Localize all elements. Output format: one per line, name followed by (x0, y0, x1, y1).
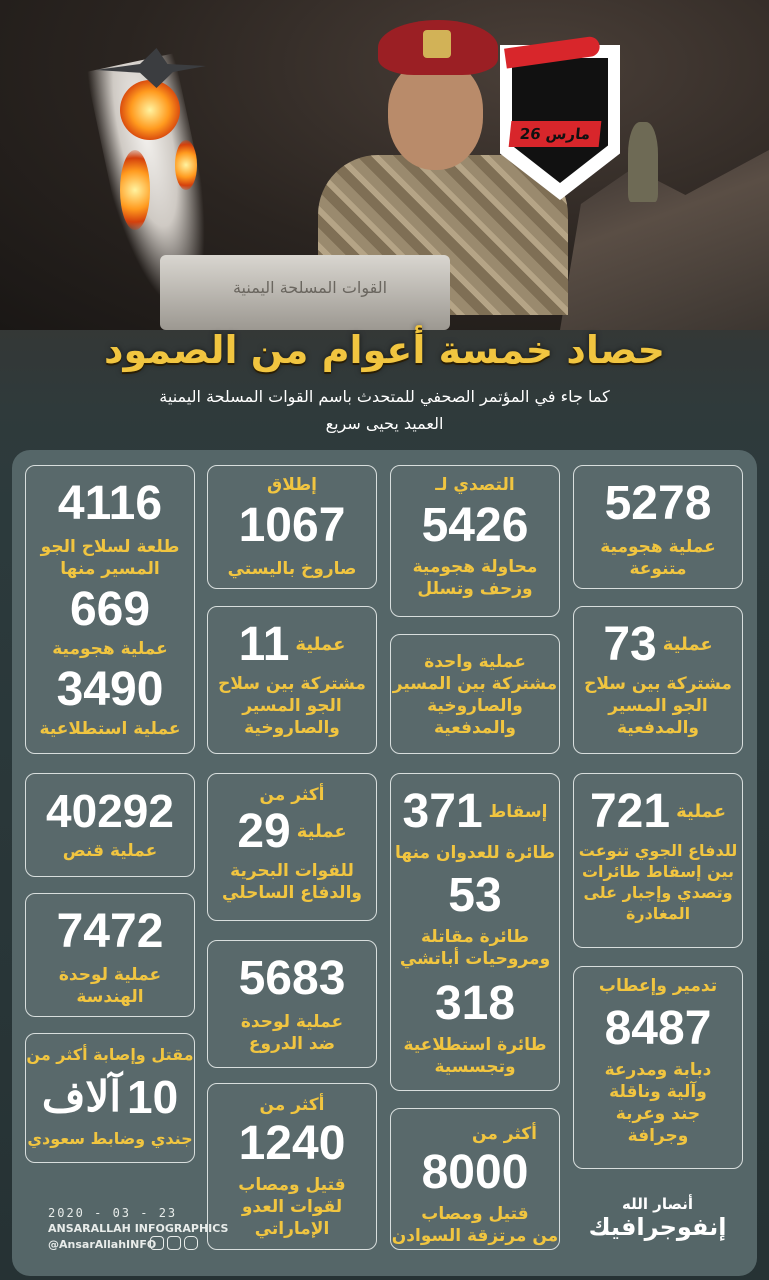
stat-label: الجو المسير (608, 696, 708, 716)
stat-top: مقتل وإصابة أكثر من (26, 1045, 194, 1064)
stat-row (208, 805, 376, 858)
stat-label: والمدفعية (434, 718, 516, 738)
stat-row (574, 785, 742, 838)
stat-card-sorties (25, 465, 195, 754)
stat-card-engineering (25, 893, 195, 1017)
stat-label: عملية هجومية متنوعة (600, 537, 716, 579)
fire-icon (120, 150, 150, 230)
stat-label: مشتركة بين المسير (392, 674, 558, 694)
stat-number: 318 (434, 977, 516, 1030)
stat-card-sudan (390, 1108, 560, 1250)
brand-logo-main: إنفوجرافيك (588, 1213, 727, 1241)
stat-label: والصاروخية (244, 718, 340, 738)
telegram-icon[interactable] (150, 1236, 164, 1250)
stat-label: طائرة للعدوان منها (395, 843, 555, 863)
stat-card-naval (207, 773, 377, 921)
stat-top: إطلاق (267, 475, 317, 495)
stat-card-air-defense (573, 773, 743, 948)
page-title: حصاد خمسة أعوام من الصمود (103, 328, 666, 372)
stat-label: للقوات البحرية (230, 861, 354, 881)
stat-word: عملية (662, 634, 713, 655)
stat-row (391, 785, 559, 838)
stat-label: الهندسة (76, 987, 144, 1007)
stat-number: 8000 (421, 1146, 529, 1199)
brand-logo-top: أنصار الله (621, 1195, 694, 1213)
face (388, 60, 483, 170)
stat-label: والمدفعية (617, 718, 699, 738)
stat-number: 1067 (238, 499, 346, 552)
stat-number: 669 (69, 583, 151, 636)
stat-number: 3490 (56, 663, 164, 716)
stat-number: 371 (402, 785, 483, 838)
stat-card-ballistic (207, 465, 377, 589)
stat-row (208, 618, 376, 671)
footer-brand: ANSARALLAH INFOGRAPHICS (48, 1222, 229, 1235)
stat-number: 40292 (46, 785, 174, 837)
stat-label: وتجسسية (434, 1057, 516, 1077)
stat-number: 7472 (56, 905, 164, 958)
stat-card-tanks (573, 966, 743, 1169)
stat-label: وتصدي وإجبار على (583, 883, 733, 902)
page-subtitle (0, 383, 769, 437)
footer-date: 2020 - 03 - 23 (48, 1206, 178, 1220)
stat-top: أكثر من (259, 785, 325, 805)
stat-label: وجرافة (627, 1126, 689, 1146)
stat-card-joint-11 (207, 606, 377, 754)
stat-number: 73 (603, 618, 657, 671)
fire-icon (175, 140, 197, 190)
stat-label: المسير منها (60, 559, 160, 579)
stat-label: ومروحيات أباتشي (399, 949, 551, 969)
stat-number: 1240 (238, 1117, 346, 1170)
stat-label: مشتركة بين سلاح (218, 674, 366, 694)
stat-label: عملية قنص (62, 841, 158, 861)
stat-label: والدفاع الساحلي (222, 883, 362, 903)
stat-number: 8487 (604, 1002, 712, 1055)
anniversary-date: 26 مارس (509, 121, 602, 147)
beret-badge-icon (423, 30, 451, 58)
stat-number: 29 (237, 805, 291, 858)
stat-card-attacks (573, 465, 743, 589)
stat-card-joint-one (390, 634, 560, 754)
stat-number: 721 (589, 785, 671, 838)
stat-label: قتيل ومصاب (238, 1175, 346, 1195)
stat-label: من مرتزقة السوادن (391, 1226, 559, 1246)
stat-label: قتيل ومصاب (421, 1204, 529, 1224)
stat-row (26, 1071, 194, 1123)
stat-label: المغادرة (625, 904, 691, 923)
stat-label: الإماراتي (254, 1219, 330, 1239)
stat-label: لقوات العدو (241, 1197, 343, 1217)
stat-card-emirati (207, 1083, 377, 1250)
stat-label: طائرة استطلاعية (403, 1035, 547, 1055)
instagram-icon[interactable] (184, 1236, 198, 1250)
stat-label: طلعة لسلاح الجو (40, 537, 180, 557)
stat-label: عملية لوحدة (58, 965, 162, 985)
podium-text: القوات المسلحة اليمنية (232, 278, 388, 297)
stat-top: إسقاط (488, 802, 548, 822)
stat-number: 5426 (421, 499, 529, 552)
stat-card-sniping (25, 773, 195, 877)
footer-handle: @AnsarAllahINFO (48, 1238, 157, 1251)
stat-label: بين إسقاط طائرات (581, 862, 735, 881)
stat-label: ضد الدروع (248, 1034, 336, 1054)
stat-label: والصاروخية (427, 696, 523, 716)
stat-top: أكثر من (259, 1095, 325, 1115)
stat-number: 11 (238, 618, 290, 671)
stat-label: عملية هجومية (52, 639, 168, 659)
stat-number: 10 (127, 1071, 179, 1123)
stat-word: عملية (676, 801, 727, 822)
stat-label: دبابة ومدرعة (604, 1060, 712, 1080)
stat-card-repel (390, 465, 560, 617)
stat-label: محاولة هجومية (412, 557, 538, 577)
twitter-icon[interactable] (167, 1236, 181, 1250)
stat-label: عملية استطلاعية (39, 719, 181, 739)
brand-logo (575, 1195, 740, 1241)
subtitle-line: العميد يحيى سريع (325, 414, 444, 433)
explosion-icon (120, 80, 180, 140)
stat-label: طائرة مقاتلة (420, 927, 530, 947)
stat-label: وزحف وتسلل (417, 579, 533, 599)
stat-card-downed-aircraft (390, 773, 560, 1091)
stat-top: تدمير وإعطاب (598, 976, 718, 996)
stat-label: صاروخ باليستي (227, 559, 357, 579)
stat-number: 53 (448, 869, 502, 922)
stat-label: عملية واحدة (424, 652, 526, 672)
stat-card-saudi (25, 1033, 195, 1163)
stat-number: 5683 (238, 952, 346, 1005)
stat-number: 4116 (57, 477, 163, 530)
soldier-silhouette (628, 122, 658, 202)
stat-label: الجو المسير (242, 696, 342, 716)
stat-label: جند وعربة (615, 1104, 701, 1124)
stat-top: أكثر من (472, 1124, 537, 1144)
stat-label: عملية لوحدة (240, 1012, 344, 1032)
stat-label: للدفاع الجوي تنوعت (578, 841, 738, 860)
stat-number: 5278 (604, 477, 712, 530)
stat-row (574, 618, 742, 671)
subtitle-line: كما جاء في المؤتمر الصحفي للمتحدث باسم القوات المسلحة اليمنية (159, 387, 610, 406)
stat-word: عملية (295, 634, 346, 655)
stat-top: التصدي لـ (435, 475, 515, 495)
stat-word: عملية (296, 821, 347, 842)
stat-label: مشتركة بين سلاح (584, 674, 732, 694)
stat-card-joint-73 (573, 606, 743, 754)
stat-label: وآلية وناقلة (609, 1082, 707, 1102)
stat-card-antiarmor (207, 940, 377, 1068)
stat-number-word: آلاف (41, 1073, 121, 1120)
stat-label: جندي وضابط سعودي (27, 1129, 193, 1148)
